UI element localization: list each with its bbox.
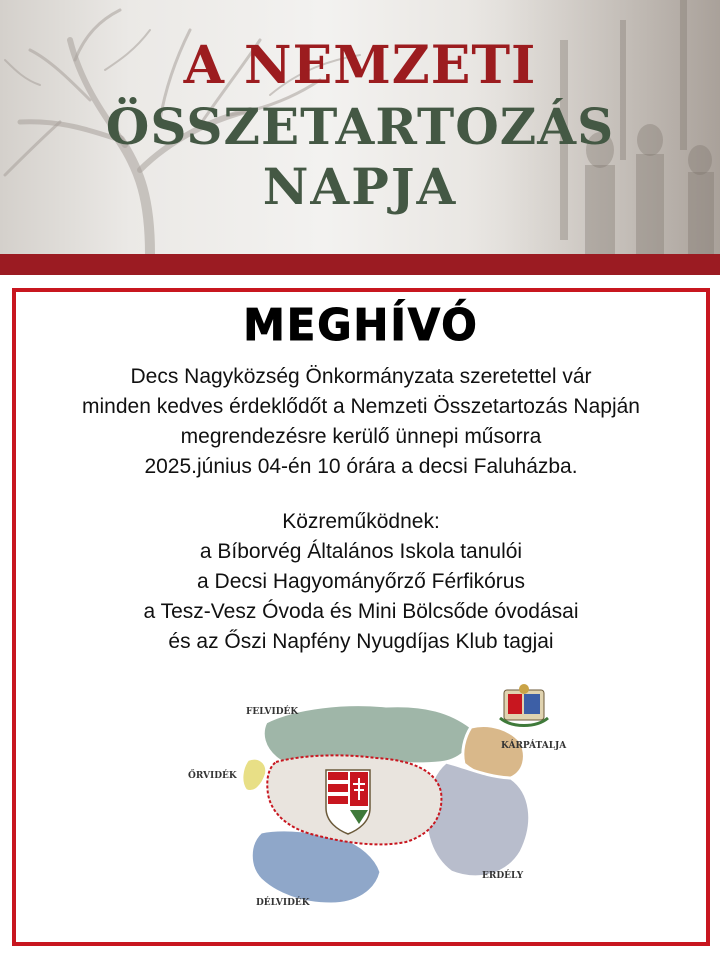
intro-line: megrendezésre kerülő ünnepi műsorra (180, 425, 542, 448)
map-label-felvidek: FELVIDÉK (246, 707, 299, 717)
header-banner (0, 0, 720, 254)
central-coat-of-arms (326, 770, 370, 834)
contributors-line: a Decsi Hagyományőrző Férfikórus (197, 570, 525, 593)
contributors-line: a Bíborvég Általános Iskola tanulói (199, 540, 523, 563)
red-divider-band (0, 254, 720, 275)
contributors-line: és az Őszi Napfény Nyugdíjas Klub tagjai (168, 630, 554, 653)
banner-title-line2: ÖSSZETARTOZÁS (105, 97, 615, 156)
banner-title-line3: NAPJA (262, 157, 458, 216)
banner-title-line1: A NEMZETI (183, 35, 537, 96)
invitation-box (12, 288, 710, 946)
map-label-erdely: ERDÉLY (482, 871, 524, 881)
contributors-list (16, 507, 706, 657)
map-region-erdely (426, 762, 530, 877)
map-region-orvidek (242, 759, 266, 791)
map-label-orvidek: ŐRVIDÉK (188, 771, 237, 781)
contributors-line: a Tesz-Vesz Óvoda és Mini Bölcsőde óvodásai (143, 600, 579, 623)
kingdom-coat-of-arms-icon (500, 684, 548, 726)
map-illustration (176, 682, 596, 922)
intro-line: minden kedves érdeklődőt a Nemzeti Összetartozás Napján (82, 395, 640, 418)
intro-line: 2025.június 04-én 10 órára a decsi Faluházba. (144, 455, 578, 478)
map-label-karpatalja: KÁRPÁTALJA (501, 741, 567, 751)
historic-hungary-map (176, 682, 596, 922)
map-label-delvidek: DÉLVIDÉK (256, 898, 310, 908)
contributors-line: Közreműködnek: (282, 510, 440, 533)
invitation-intro (16, 362, 706, 482)
invitation-heading: MEGHÍVÓ (243, 300, 479, 351)
intro-line: Decs Nagyközség Önkormányzata szeretettel vár (130, 365, 592, 388)
